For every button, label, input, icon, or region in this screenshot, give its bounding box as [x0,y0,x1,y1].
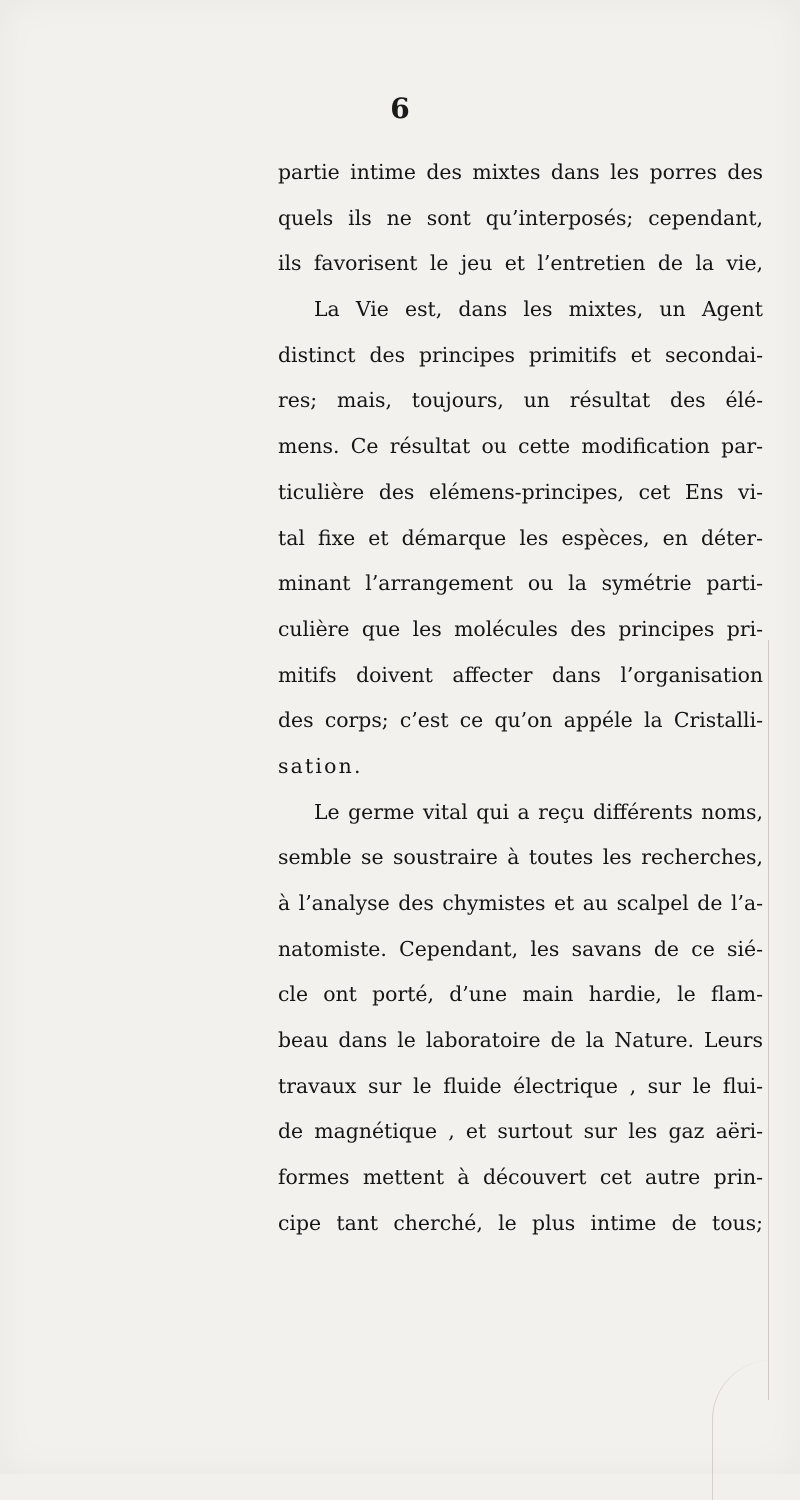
text-line: tal fixe et démarque les espèces, en déter- [278,525,763,550]
text-line: de magnétique , et surtout sur les gaz aëri- [278,1119,763,1144]
text-line: semble se soustraire à toutes les recherches, [278,845,763,870]
text-line: travaux sur le fluide électrique , sur le flui- [278,1073,763,1098]
body-text [278,150,763,1247]
text-line: res; mais, toujours, un résultat des élé- [278,388,763,413]
text-line: cle ont porté, d’une main hardie, le flam- [278,982,763,1007]
text-line: mitifs doivent affecter dans l’organisation [278,662,763,687]
text-line: partie intime des mixtes dans les porres des [278,160,763,184]
text-line: culière que les molécules des principes pri- [278,616,763,641]
text-line: minant l’arrangement ou la symétrie parti- [278,571,763,596]
page-corner-curl [712,1360,800,1500]
page-number: 6 [390,92,410,125]
text-line: Le germe vital qui a reçu différents noms, [314,799,763,824]
text-line: des corps; c’est ce qu’on appéle la Cristalli- [278,708,763,733]
text-line: beau dans le laboratoire de la Nature. Leurs [278,1028,763,1053]
text-line: quels ils ne sont qu’interposés; cependant, [278,205,763,230]
text-line: sation. [278,753,363,778]
text-line: à l’analyse des chymistes et au scalpel de l’a- [278,891,763,915]
text-line: cipe tant cherché, le plus intime de tous; [278,1210,763,1235]
page-edge-line [768,640,769,1400]
text-line: ils favorisent le jeu et l’entretien de la vie, [278,251,763,276]
text-line: formes mettent à découvert cet autre prin- [278,1165,763,1190]
text-line: distinct des principes primitifs et secondai- [278,342,763,367]
text-line: mens. Ce résultat ou cette modification par- [278,434,763,459]
text-line: natomiste. Cependant, les savans de ce sié- [278,936,763,961]
text-line: ticulière des elémens-principes, cet Ens vi- [278,479,763,504]
text-line: La Vie est, dans les mixtes, un Agent [314,297,763,322]
